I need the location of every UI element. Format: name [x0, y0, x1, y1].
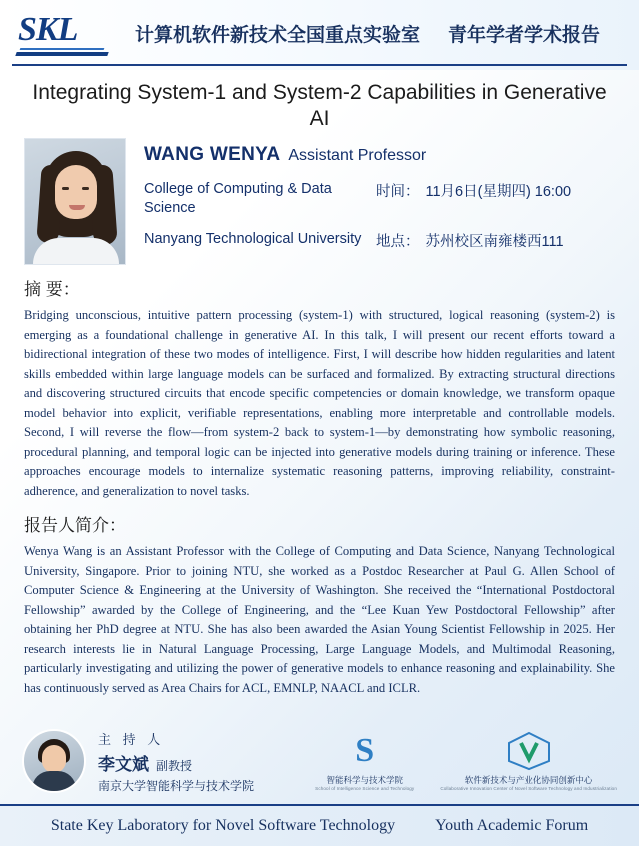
speaker-name-row — [144, 144, 615, 166]
header-lab-title: 计算机软件新技术全国重点实验室 — [134, 24, 420, 46]
skl-logo — [14, 12, 110, 58]
header-forum-title: 青年学者学术报告 — [448, 24, 601, 46]
portrait-eye-left — [62, 187, 69, 190]
host-title: 副教授 — [156, 758, 193, 773]
poster-header — [0, 0, 639, 70]
bottom-bar-lab-name: State Key Laboratory for Novel Software Technology — [50, 817, 396, 834]
abstract-heading: 摘 要： — [24, 280, 80, 299]
abstract-text: Bridging unconscious, intuitive pattern processing (system-1) with structured, logical reasoning (system-2) is emerging as a foundational challenge in generative AI. In this talk, I will present our recent efforts toward a bidirectional integration of these two modes of intelligence. First, I will describe how hidden regularities and latent skills embedded within large language models can be surfaced and formalized. By extracting structural directions and discovering structured circuits that encode specific competencies or domain knowledge, we transform opaque model behavior into explicit, verifiable representations, enabling more interpretable and controllable models. Second, I will reverse the flow—from system-2 back to system-1—by demonstrating how symbolic reasoning, procedural planning, and temporal logic can be injected into generative models during training or inference. These approaches encourage models to internalize systematic reasoning patterns, improving reliability, constraint-adherence, and generalization to novel tasks. — [24, 308, 615, 498]
school-logo-caption-en: School of Intelligence Science and Technology — [315, 786, 415, 791]
school-logo — [315, 731, 414, 791]
place-label: 地点： — [376, 234, 420, 250]
footer-logo-group — [315, 731, 617, 791]
bottom-bar — [0, 804, 639, 846]
speaker-block — [24, 138, 615, 265]
school-logo-glyph: S — [355, 732, 375, 769]
skl-logo-underline — [15, 52, 108, 56]
host-area — [0, 718, 639, 804]
speaker-affiliation-time-row — [144, 180, 615, 218]
speaker-rank: Assistant Professor — [288, 147, 427, 164]
center-logo-shape — [507, 731, 551, 771]
portrait-body — [33, 238, 119, 264]
school-logo-icon — [343, 731, 387, 771]
speaker-portrait — [24, 138, 126, 265]
center-logo-caption-en: Collaborative Innovation Center of Novel Software Technology and Industrialization — [440, 786, 617, 791]
place-value: 苏州校区南雍楼西111 — [425, 234, 564, 250]
host-name-row — [98, 750, 254, 775]
host-organization: 南京大学智能科学与技术学院 — [98, 778, 255, 793]
bio-heading: 报告人简介： — [24, 516, 126, 535]
host-role-label: 主 持 人 — [98, 731, 165, 747]
host-portrait — [22, 729, 86, 793]
center-logo-icon — [507, 731, 551, 771]
speaker-name: WANG WENYA — [144, 144, 281, 165]
skl-logo-underline-thin — [20, 48, 105, 50]
host-portrait-face — [42, 745, 66, 773]
host-name: 李文斌 — [98, 754, 149, 774]
portrait-mouth — [69, 205, 85, 210]
speaker-university-place-row — [144, 230, 615, 251]
header-title-group — [110, 20, 625, 51]
time-value: 11月6日(星期四) 16:00 — [425, 184, 572, 200]
speaker-info — [126, 138, 615, 263]
host-portrait-body — [32, 771, 76, 791]
portrait-face — [55, 165, 97, 219]
speaker-affiliation-college: College of Computing & Data Science — [144, 181, 332, 216]
bio-text: Wenya Wang is an Assistant Professor with the College of Computing and Data Science, Nanyang Technological University, Singapore. Prior to joining NTU, she worked as a Postdoc Researcher at Paul G. Allen School of Computer Science & Engineering at the University of Washington. She received the “International Postdoctoral Fellowship” awarded by the College of Engineering, and the “Lee Kuan Yew Postdoctoral Fellowship” after obtaining her PhD degree at NTU. She has also been awarded the Asian Young Scientist Fellowship in 2025. Her research interests lie in Natural Language Processing, Large Language Models, and Multimodal Reasoning, particularly investigating and utilizing the power of generative models to enhance reasoning and explainability. She has continuously served as Area Chairs for ACL, EMNLP, NAACL and ICLR. — [24, 544, 615, 695]
time-label: 时间： — [376, 184, 420, 200]
speaker-affiliation-university: Nanyang Technological University — [144, 231, 362, 247]
school-logo-caption: 智能科学与技术学院 — [326, 775, 404, 785]
skl-logo-text: SKL — [18, 11, 78, 48]
host-text — [86, 729, 254, 794]
center-logo-caption: 软件新技术与产业化协同创新中心 — [464, 775, 593, 785]
portrait-eye-right — [82, 187, 89, 190]
talk-title: Integrating System-1 and System-2 Capabilities in Generative AI — [32, 81, 607, 130]
center-logo — [440, 731, 617, 791]
bottom-bar-forum-name: Youth Academic Forum — [435, 817, 589, 834]
